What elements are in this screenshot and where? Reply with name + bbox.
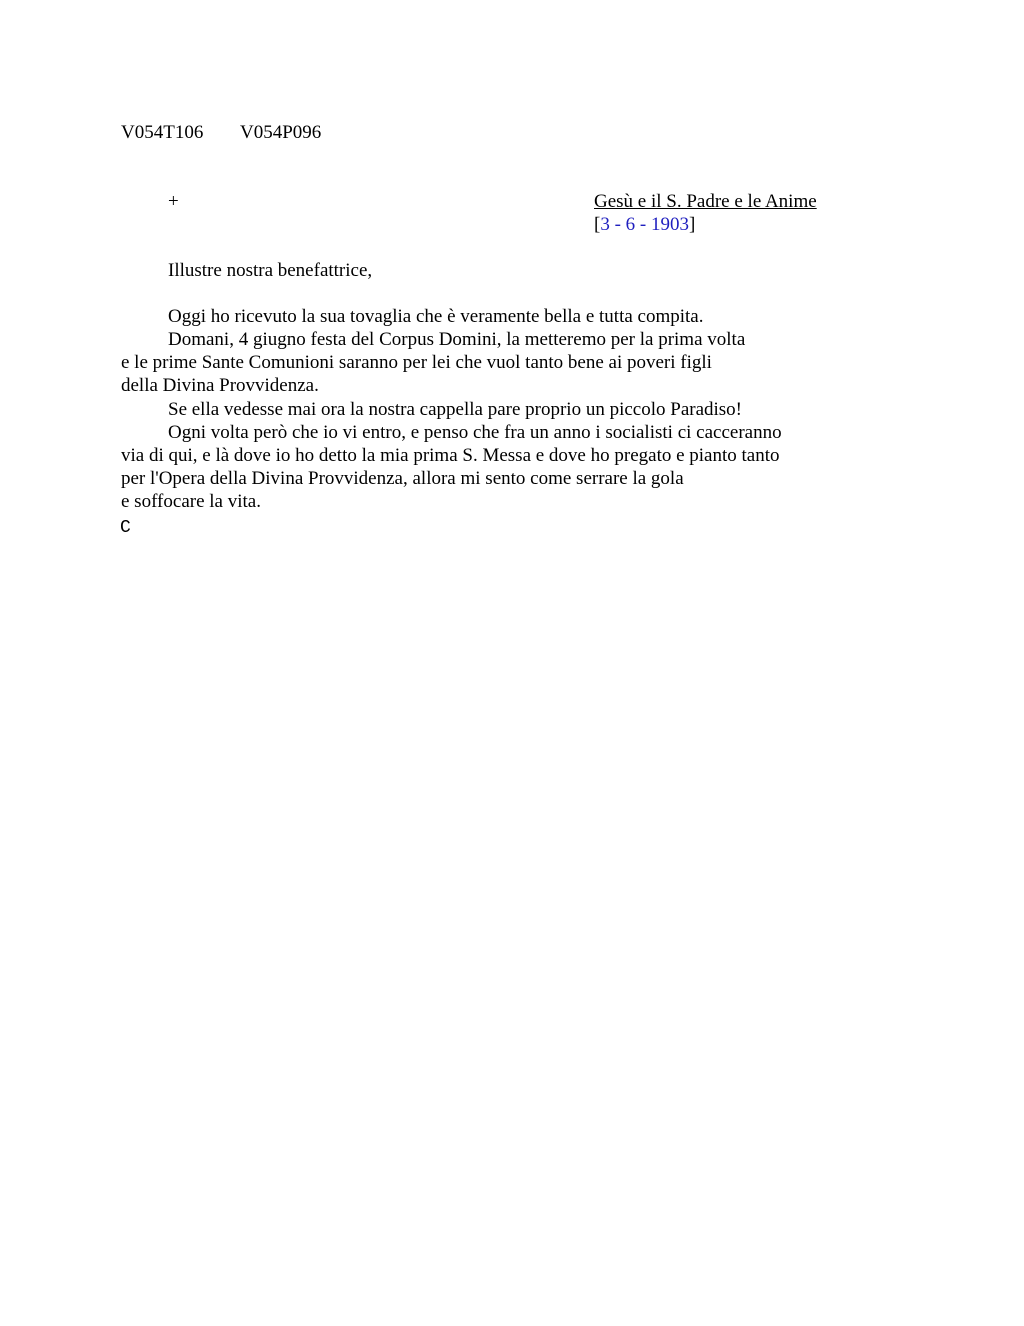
body-line: via di qui, e là dove io ho detto la mia prima S. Messa e dove ho pregato e pianto tanto <box>121 445 780 466</box>
date-close-bracket: ] <box>688 214 696 235</box>
date-open-bracket: [ <box>594 214 601 235</box>
body-line: e soffocare la vita. <box>121 491 261 512</box>
cross-symbol: + <box>168 191 179 212</box>
date-value: 3 - 6 - 1903 <box>600 214 689 235</box>
body-line: Se ella vedesse mai ora la nostra cappella pare proprio un piccolo Paradiso! <box>168 399 743 420</box>
document-code-t: V054T106 <box>121 122 204 143</box>
body-line: della Divina Provvidenza. <box>121 375 319 396</box>
end-marker: C <box>120 518 131 538</box>
salutation: Illustre nostra benefattrice, <box>168 260 373 281</box>
body-line: Oggi ho ricevuto la sua tovaglia che è veramente bella e tutta compita. <box>168 306 704 327</box>
document-code-p: V054P096 <box>240 122 322 143</box>
body-line: Domani, 4 giugno festa del Corpus Domini, la metteremo per la prima volta <box>168 329 746 350</box>
topic-heading: Gesù e il S. Padre e le Anime <box>594 191 817 212</box>
body-line: Ogni volta però che io vi entro, e penso che fra un anno i socialisti ci cacceranno <box>168 422 782 443</box>
letter-date <box>594 213 695 236</box>
body-line: per l'Opera della Divina Provvidenza, allora mi sento come serrare la gola <box>121 468 684 489</box>
body-line: e le prime Sante Comunioni saranno per lei che vuol tanto bene ai poveri figli <box>121 352 712 373</box>
